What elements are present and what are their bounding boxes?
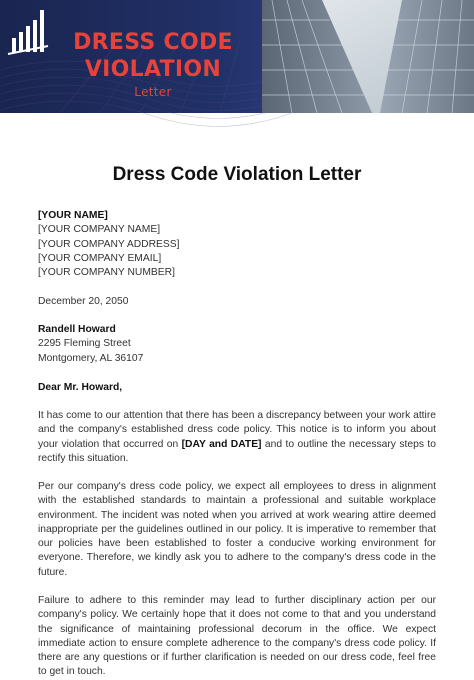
header-banner: [0, 0, 474, 113]
sender-name: [YOUR NAME]: [38, 210, 108, 221]
paragraph-3: Failure to adhere to this reminder may lead to further disciplinary action per our company's policy. We certainly hope that it does not come to that and you understand the significance of maintaining professional decorum in the office. We expect immediate action to ensure complete adherence to the company's dress code policy. If there are any questions or if further clarification is needed on our dress code, feel free to get in touch.: [38, 595, 436, 678]
recipient-city: Montgomery, AL 36107: [38, 352, 144, 364]
banner-title-line2: VIOLATION: [84, 57, 222, 82]
paragraph-1-text-before: It has come to our attention that there has been a discrepancy between your work attire and the company's established dress code policy. This notice is to inform you about your violation that occurred on: [38, 410, 436, 450]
paragraph-1-text-after: and to outline the necessary steps to rectify this situation.: [38, 438, 436, 464]
date-placeholder: [DAY and DATE]: [181, 438, 262, 450]
recipient-block: [38, 323, 143, 366]
paragraph-2: Per our company's dress code policy, we expect all employees to dress in alignment with the established standards to maintain a professional and suitable workplace environment. The incident was noted when you arrived at work wearing attire deemed inappropriate per the guidelines outlined in our policy. It is imperative to remember that our policies have been established to foster a conducive working environment for everyone. Therefore, we kindly ask you to adhere to the company's dress code in the future.: [38, 481, 436, 578]
recipient-name: Randell Howard: [38, 324, 116, 335]
sender-company-name: [YOUR COMPANY NAME]: [38, 224, 161, 236]
sender-company-address: [YOUR COMPANY ADDRESS]: [38, 238, 180, 250]
document-title: Dress Code Violation Letter: [112, 164, 362, 185]
sender-block: [38, 209, 180, 280]
bar-chart-logo-icon: [6, 8, 50, 56]
salutation: Dear Mr. Howard,: [38, 382, 123, 393]
banner-subtitle: Letter: [134, 85, 172, 99]
banner-title-line1: DRESS CODE: [73, 30, 233, 55]
sender-company-email: [YOUR COMPANY EMAIL]: [38, 252, 162, 264]
recipient-street: 2295 Fleming Street: [38, 338, 131, 350]
paragraph-1: [38, 409, 436, 466]
sender-company-number: [YOUR COMPANY NUMBER]: [38, 267, 175, 279]
letter-date: December 20, 2050: [38, 296, 129, 307]
skyscraper-photo: [262, 0, 474, 113]
